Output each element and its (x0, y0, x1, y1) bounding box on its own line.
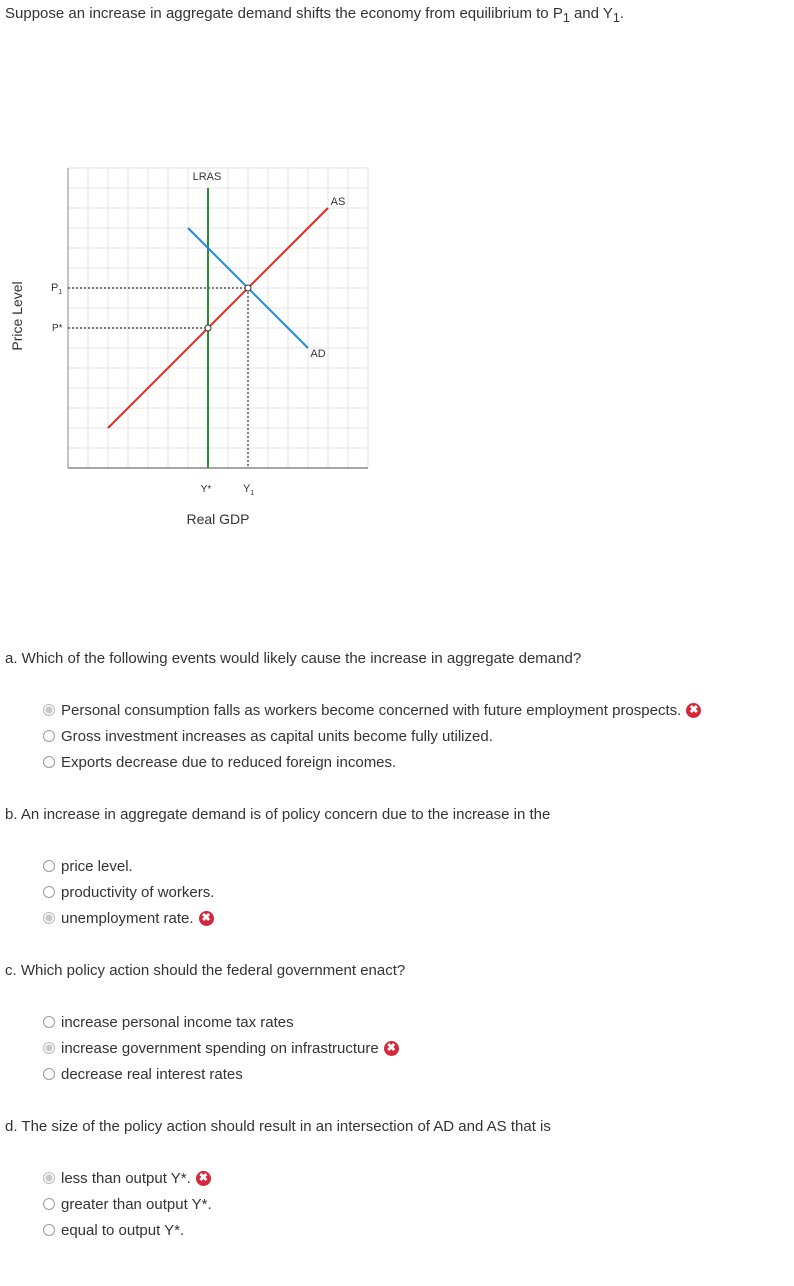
option-c2[interactable] (43, 1035, 399, 1061)
options-a (43, 697, 701, 775)
radio-button[interactable] (43, 1016, 55, 1028)
option-c1[interactable] (43, 1009, 399, 1035)
option-label: price level. (61, 857, 133, 875)
intro-part: . (619, 5, 625, 22)
radio-button[interactable] (43, 1224, 55, 1236)
radio-button[interactable] (43, 860, 55, 872)
ad-as-graph (0, 160, 380, 540)
radio-button[interactable] (43, 1172, 55, 1184)
lras-label: LRAS (192, 171, 222, 183)
option-b1[interactable] (43, 853, 214, 879)
option-a3[interactable] (43, 749, 701, 775)
intro-part: Suppose an increase in aggregate demand shifts the economy from equilibrium to P (5, 5, 563, 22)
y1-label: $Y_1$ (243, 483, 255, 497)
option-label: increase personal income tax rates (61, 1013, 294, 1031)
option-label: Exports decrease due to reduced foreign incomes. (61, 753, 397, 771)
radio-button[interactable] (43, 886, 55, 898)
ystar-label: Y* (200, 484, 212, 495)
p1-label: $P_1$ (51, 282, 63, 296)
radio-button[interactable] (43, 756, 55, 768)
radio-button[interactable] (43, 704, 55, 716)
radio-button[interactable] (43, 1198, 55, 1210)
option-a1[interactable] (43, 697, 701, 723)
radio-button[interactable] (43, 1068, 55, 1080)
options-b (43, 853, 214, 931)
radio-button[interactable] (43, 1042, 55, 1054)
option-a2[interactable] (43, 723, 701, 749)
option-label: increase government spending on infrastructure (61, 1039, 379, 1057)
option-c3[interactable] (43, 1061, 399, 1087)
equilibrium-new (245, 285, 251, 291)
y-axis-label: Price Level (9, 281, 25, 351)
incorrect-icon: ✖ (384, 1041, 399, 1056)
option-d2[interactable] (43, 1191, 212, 1217)
x-axis-label: Real GDP (186, 511, 250, 527)
option-label: greater than output Y*. (61, 1195, 212, 1213)
option-b2[interactable] (43, 879, 214, 905)
option-label: equal to output Y*. (61, 1221, 185, 1239)
radio-button[interactable] (43, 912, 55, 924)
intro-sub-y: 1 (612, 11, 620, 25)
incorrect-icon: ✖ (196, 1171, 211, 1186)
option-label: Personal consumption falls as workers become concerned with future employment prospects. (61, 701, 682, 719)
equilibrium-initial (205, 325, 211, 331)
ad-label: AD (310, 348, 326, 360)
question-c: c. Which policy action should the federal government enact? (5, 962, 406, 979)
question-b: b. An increase in aggregate demand is of policy concern due to the increase in the (5, 806, 551, 823)
option-label: productivity of workers. (61, 883, 215, 901)
as-curve (108, 208, 328, 428)
intro-text (5, 5, 624, 25)
as-label: AS (330, 196, 346, 208)
option-label: decrease real interest rates (61, 1065, 243, 1083)
options-d (43, 1165, 212, 1243)
incorrect-icon: ✖ (686, 703, 701, 718)
option-label: less than output Y*. (61, 1169, 191, 1187)
pstar-label: P* (52, 323, 63, 334)
incorrect-icon: ✖ (199, 911, 214, 926)
question-d: d. The size of the policy action should result in an intersection of AD and AS that is (5, 1118, 551, 1135)
question-a: a. Which of the following events would likely cause the increase in aggregate demand? (5, 650, 582, 667)
option-label: unemployment rate. (61, 909, 194, 927)
radio-button[interactable] (43, 730, 55, 742)
option-d3[interactable] (43, 1217, 212, 1243)
option-b3[interactable] (43, 905, 214, 931)
options-c (43, 1009, 399, 1087)
intro-sub-p: 1 (562, 11, 570, 25)
intro-part: and Y (569, 5, 613, 22)
option-label: Gross investment increases as capital units become fully utilized. (61, 727, 493, 745)
option-d1[interactable] (43, 1165, 212, 1191)
